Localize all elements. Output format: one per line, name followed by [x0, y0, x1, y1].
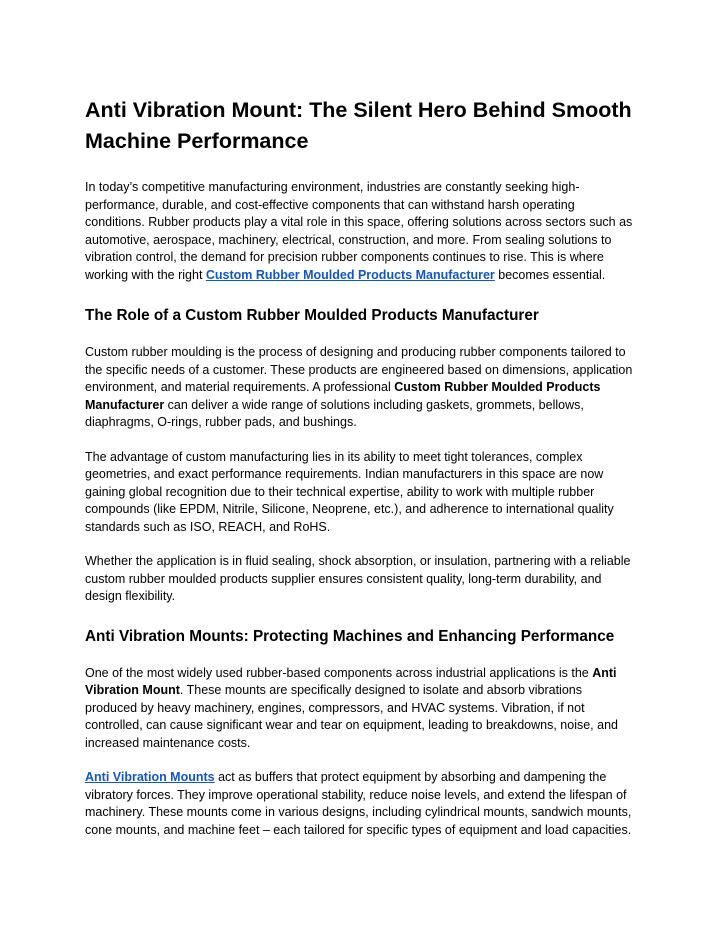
role-paragraph-2: The advantage of custom manufacturing lies in its ability to meet tight tolerances, complex geometries, and exact performance requirements. Indian manufacturers in this space are now gaining global recognition due to their technical expertise, ability to work with multiple rubber compounds (like EPDM, Nitrile, Silicone, Neoprene, etc.), and adherence to international quality standards such as ISO, REACH, and RoHS.	[85, 449, 614, 534]
av-p2-text: act as buffers that protect equipment by absorbing and dampening the vibratory forces. They improve operational stability, reduce noise levels, and extend the lifespan of machinery. These mounts come in various designs, including cylindrical mounts, sandwich mounts, cone mounts, and machine feet – each tailored for specific types of equipment and load capacities.	[85, 770, 632, 837]
av-p1-bold: Anti Vibration Mount	[85, 665, 617, 697]
intro-text: In today’s competitive manufacturing environment, industries are constantly seeking high-performance, durable, and cost-effective components that can withstand harsh operating conditions. Rubber products play a vital role in this space, offering solutions across sectors such as automotive, aerospace, machinery, electrical, construction, and more. From sealing solutions to vibration control, the demand for precision rubber components continues to rise. This is where working with the right	[85, 180, 633, 282]
anti-vibration-paragraph-2	[85, 769, 636, 839]
intro-text-end: becomes essential.	[494, 267, 606, 282]
section-heading-anti-vibration: Anti Vibration Mounts: Protecting Machines and Enhancing Performance	[85, 627, 615, 645]
role-paragraph-3: Whether the application is in fluid sealing, shock absorption, or insulation, partnering with a reliable custom rubber moulded products supplier ensures consistent quality, long-term durability, and design flexibility.	[85, 554, 631, 603]
custom-rubber-manufacturer-link[interactable]: Custom Rubber Moulded Products Manufacturer	[205, 267, 495, 282]
article-title: Anti Vibration Mount: The Silent Hero Behind Smooth Machine Performance	[85, 98, 632, 153]
av-p1-text-end: . These mounts are specifically designed to isolate and absorb vibrations produced by heavy machinery, engines, compressors, and HVAC systems. Vibration, if not controlled, can cause significant wear and tear on equipment, leading to breakdowns, noise, and increased maintenance costs.	[85, 683, 618, 750]
role-p1-bold: Custom Rubber Moulded Products Manufacturer	[85, 380, 601, 412]
section-heading-role: The Role of a Custom Rubber Moulded Products Manufacturer	[85, 307, 539, 324]
role-p1-text: Custom rubber moulding is the process of designing and producing rubber components tailored to the specific needs of a customer. These products are engineered based on dimensions, application environment, and material requirements. A professional	[85, 345, 633, 394]
anti-vibration-paragraph-1	[85, 665, 636, 753]
role-p1-text-end: can deliver a wide range of solutions including gaskets, grommets, bellows, diaphragms, O-rings, rubber pads, and bushings.	[85, 397, 584, 429]
role-paragraph-1	[85, 344, 636, 432]
anti-vibration-mounts-link[interactable]: Anti Vibration Mounts	[85, 770, 215, 784]
intro-paragraph	[85, 179, 636, 284]
av-p1-text: One of the most widely used rubber-based components across industrial applications is the	[85, 665, 593, 680]
